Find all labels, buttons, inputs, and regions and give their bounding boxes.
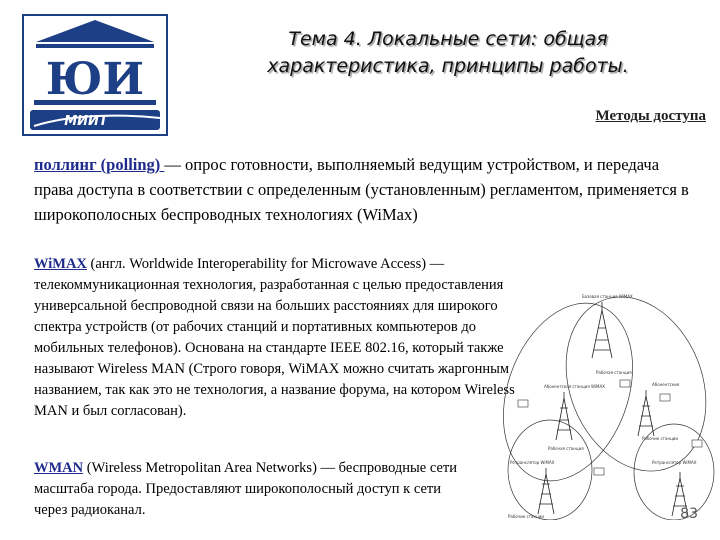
diagram-label-relay-right: Ретранслятор WiMAX (652, 460, 697, 465)
wimax-paragraph (34, 254, 524, 422)
diagram-label-workstations-right: Рабочие станции (642, 436, 678, 441)
page-number: 83 (680, 506, 698, 522)
logo-letters: ЮИ (45, 54, 145, 105)
diagram-label-relay-left: Ретранслятор WiMAX (510, 460, 555, 465)
wimax-network-diagram (502, 288, 716, 520)
diagram-label-workstations-bottom: Рабочие станции (508, 514, 544, 519)
wimax-term: WiMAX (34, 256, 87, 272)
polling-term: поллинг (polling) (34, 155, 165, 174)
slide-title-line2: характеристика, принципы работы. (267, 55, 629, 77)
polling-paragraph (34, 152, 694, 227)
wman-term: WMAN (34, 460, 84, 476)
slide-title (218, 26, 678, 80)
wimax-text: (англ. Worldwide Interoperability for Microwave Access) — телекоммуникационная технология, разработанная с целью предоставления универсальной беспроводной связи на больших расстояниях для широкого спектра устройств (от рабочих станций и портативных компьютеров до мобильных телефонов). Основана на стандарте IEEE 802.16, который также называют Wireless MAN (Строго говоря, WiMAX можно считать жаргонным названием, так как это не технология, а название форума, на котором Wireless MAN и был согласован). (34, 256, 515, 419)
diagram-label-workstation-top: Рабочая станция (596, 370, 632, 375)
wman-text: (Wireless Metropolitan Area Networks) — беспроводные сети масштаба города. Предоставляют широкополосный доступ к сети через радиоканал. (34, 460, 457, 518)
diagram-label-base-station: Базовая станция WiMAX (582, 294, 633, 299)
wman-paragraph (34, 458, 474, 521)
polling-text: — опрос готовности, выполняемый ведущим устройством, и передача права доступа в соответствии с определенным (установленным) регламентом, применяется в широкополосных беспроводных технологиях (WiMax) (34, 155, 689, 224)
diagram-label-subscriber-left: Абонентская станция WiMAX (544, 384, 605, 389)
diagram-label-subscriber-right: Абонентские (652, 382, 680, 387)
slide-title-line1: Тема 4. Локальные сети: общая (288, 28, 608, 50)
miit-logo (22, 14, 168, 136)
section-heading: Методы доступа (595, 108, 706, 124)
diagram-label-workstation-left: Рабочая станция (548, 446, 584, 451)
logo-brand: МИИТ (64, 114, 108, 129)
